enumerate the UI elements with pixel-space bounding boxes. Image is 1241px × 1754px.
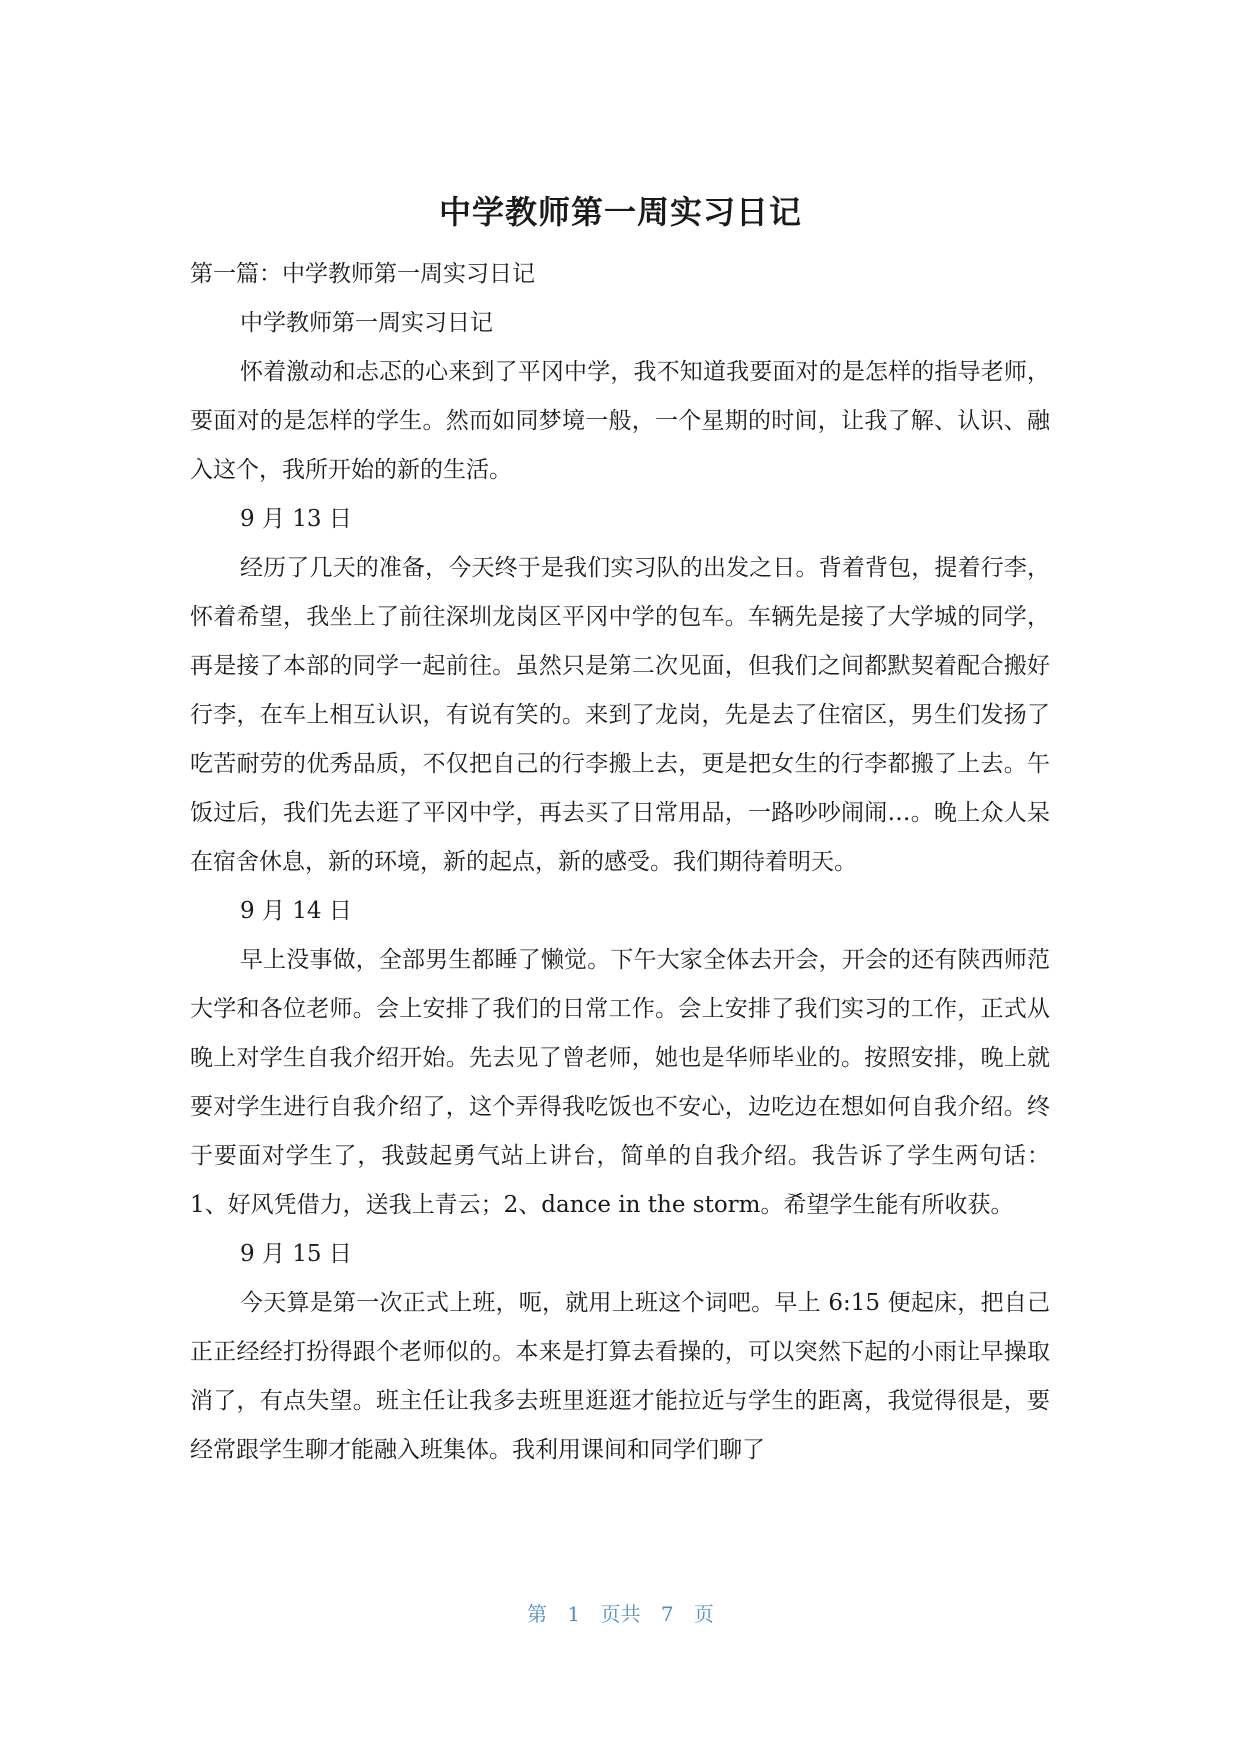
document-body (190, 250, 1050, 1475)
paragraph-intro: 怀着激动和忐忑的心来到了平冈中学，我不知道我要面对的是怎样的指导老师，要面对的是怎样的学生。然而如同梦境一般，一个星期的时间，让我了解、认识、融入这个，我所开始的新的生活。 (190, 359, 1050, 483)
document-title: 中学教师第一周实习日记 (438, 193, 802, 231)
paragraph-entry: 经历了几天的准备，今天终于是我们实习队的出发之日。背着背包，提着行李，怀着希望，我坐上了前往深圳龙岗区平冈中学的包车。车辆先是接了大学城的同学，再是接了本部的同学一起前往。虽然只是第二次见面，但我们之间都默契着配合搬好行李，在车上相互认识，有说有笑的。来到了龙岗，先是去了住宿区，男生们发扬了吃苦耐劳的优秀品质，不仅把自己的行李搬上去，更是把女生的行李都搬了上去。午饭过后，我们先去逛了平冈中学，再去买了日常用品，一路吵吵闹闹…。晚上众人呆在宿舍休息，新的环境，新的起点，新的感受。我们期待着明天。 (190, 555, 1050, 875)
date-heading: 9 月 14 日 (240, 898, 352, 924)
paragraph-entry: 早上没事做，全部男生都睡了懒觉。下午大家全体去开会，开会的还有陕西师范大学和各位老师。会上安排了我们的日常工作。会上安排了我们实习的工作，正式从晚上对学生自我介绍开始。先去见了曾老师，她也是华师毕业的。按照安排，晚上就要对学生进行自我介绍了，这个弄得我吃饭也不安心，边吃边在想如何自我介绍。终于要面对学生了，我鼓起勇气站上讲台，简单的自我介绍。我告诉了学生两句话：1、好风凭借力，送我上青云；2、dance in the storm。希望学生能有所收获。 (190, 947, 1050, 1218)
paragraph-series-heading: 第一篇：中学教师第一周实习日记 (190, 261, 535, 287)
page-number-footer: 第 1 页共 7 页 (527, 1602, 714, 1626)
paragraph-subtitle: 中学教师第一周实习日记 (240, 310, 493, 336)
paragraph-entry: 今天算是第一次正式上班，呃，就用上班这个词吧。早上 6:15 便起床，把自己正正经经打扮得跟个老师似的。本来是打算去看操的，可以突然下起的小雨让早操取消了，有点失望。班主任让我多去班里逛逛才能拉近与学生的距离，我觉得很是，要经常跟学生聊才能融入班集体。我利用课间和同学们聊了 (190, 1290, 1050, 1463)
date-heading: 9 月 13 日 (240, 506, 352, 532)
date-heading: 9 月 15 日 (240, 1241, 352, 1267)
